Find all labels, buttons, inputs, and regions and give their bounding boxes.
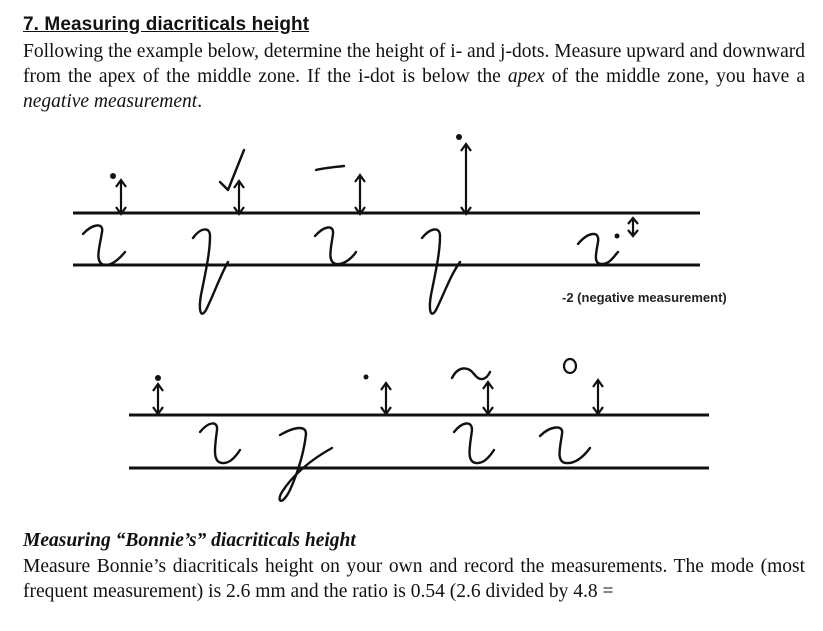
negative-measurement-caption: -2 (negative measurement) [562,290,727,305]
lower-letter-j [280,428,332,501]
intro-text-2: of the middle zone, you have a [544,66,806,87]
bonnie-heading: Measuring “Bonnie’s” diacriticals height [23,530,356,551]
apex-term: apex [507,66,545,87]
upper-letter-i-1 [83,173,125,265]
intro-text-1: Following the example below, determine the height of i- and j-dots. Measure upward and downward from the apex of the middle zone. If the i-dot is below the [23,41,805,87]
height-arrow-1 [116,180,126,214]
height-arrow-4 [461,144,471,214]
lower-dot-arrow-2 [364,375,392,415]
upper-letter-j-2 [422,134,462,314]
intro-text-3: . [197,91,203,112]
height-arrow-circle [593,380,603,414]
lower-letter-i [200,423,240,463]
bonnie-paragraph: Measure Bonnie’s diacriticals height on your own and record the measurements. The mode (most frequent measurement) is 2.6 mm and the ratio is 0.54 (2.6 divided by 4.8 = [23,556,805,602]
height-arrow-2 [234,181,244,214]
lower-dot-arrow [153,375,163,414]
lower-letter-i-circle [540,359,590,463]
negative-term: negative measurement [23,91,198,112]
height-arrow-tilde [483,382,493,414]
height-arrow-3 [355,175,365,214]
section-heading: 7. Measuring diacriticals height [23,14,310,35]
upper-letter-j [193,150,244,314]
upper-letter-i-3 [578,234,620,265]
upper-letter-i-2 [315,166,356,264]
negative-height-arrow [628,218,638,236]
